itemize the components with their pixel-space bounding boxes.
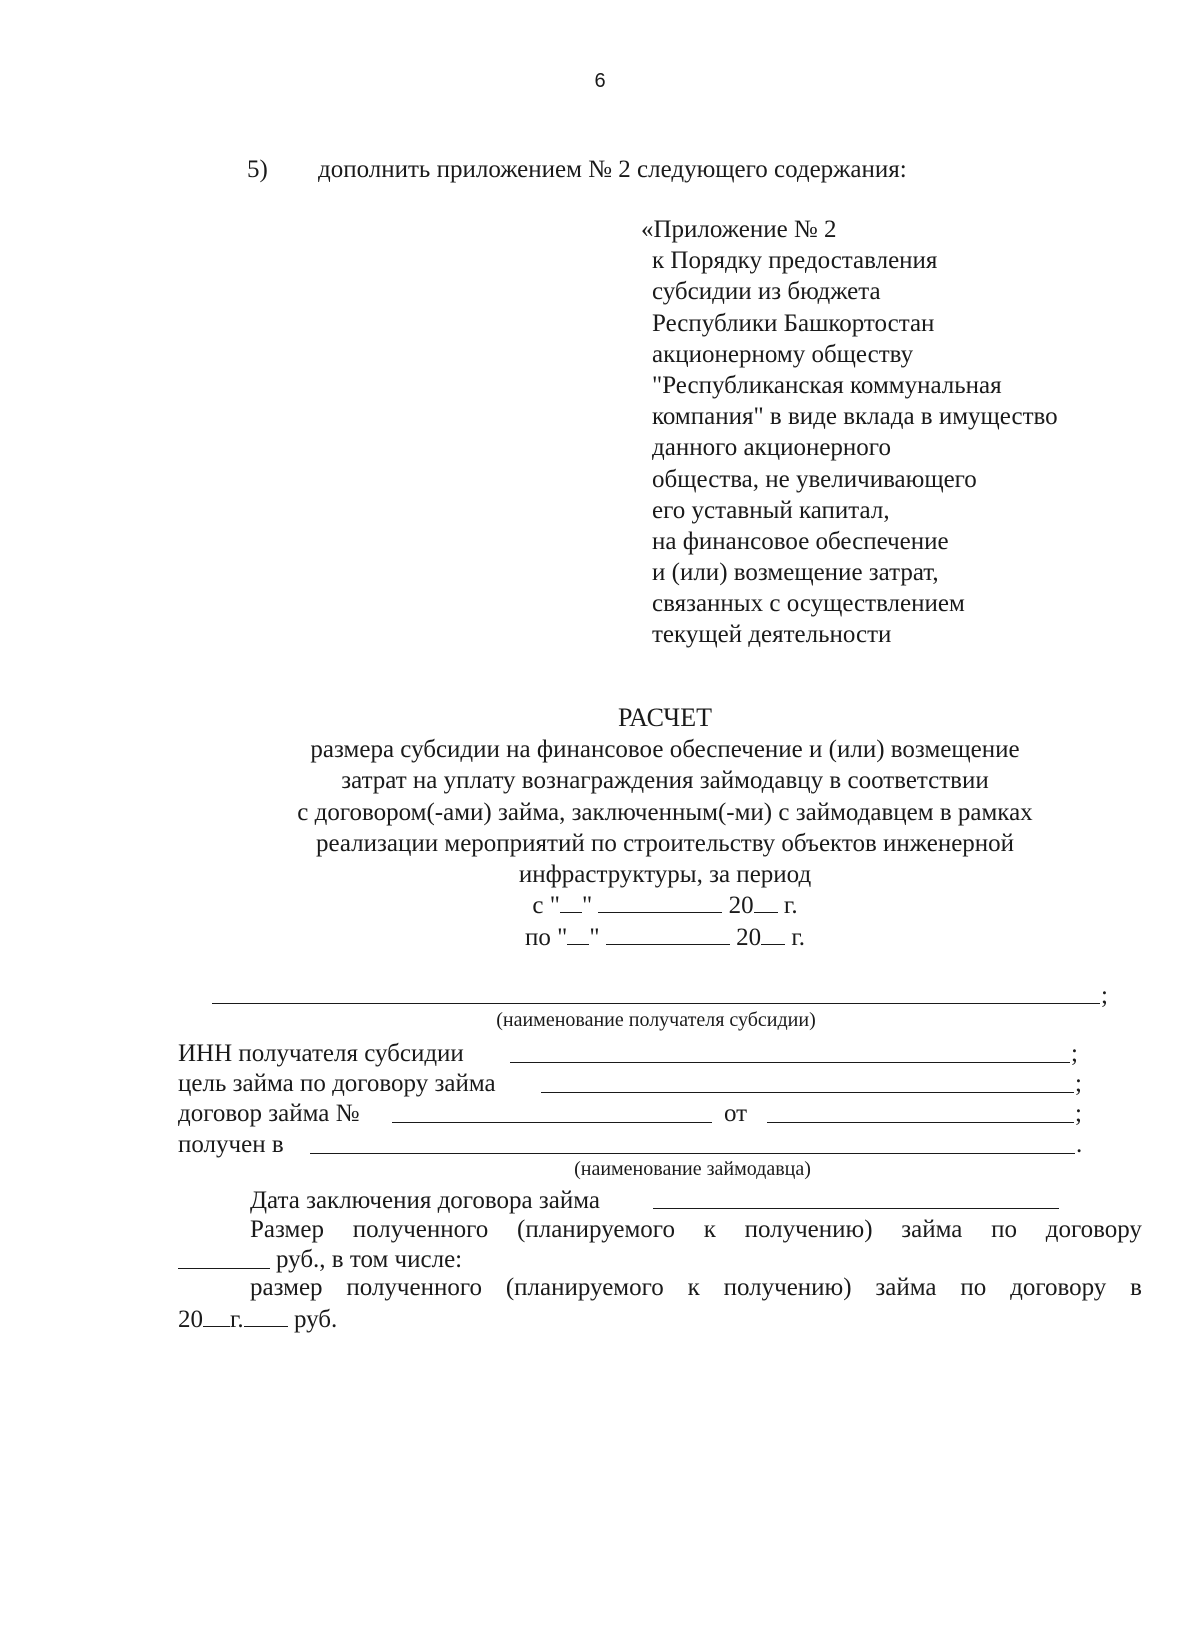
annex-line: на финансовое обеспечение bbox=[652, 527, 949, 555]
annex-line: связанных с осуществлением bbox=[652, 590, 965, 618]
calc-line: размера субсидии на финансовое обеспечение и (или) возмещение bbox=[310, 736, 1020, 763]
size-year-blank[interactable] bbox=[203, 1306, 230, 1327]
annex-line: общества, не увеличивающего bbox=[652, 465, 977, 493]
period-to: по " " 20 г. bbox=[525, 923, 805, 951]
annex-line: компания" в виде вклада в имущество bbox=[652, 403, 1058, 431]
contract-end: ; bbox=[1075, 1100, 1082, 1127]
lender-blank[interactable] bbox=[310, 1153, 1075, 1154]
contract-label: договор займа № bbox=[178, 1100, 360, 1127]
period-from: с " " 20 г. bbox=[532, 892, 798, 920]
from-month-blank[interactable] bbox=[598, 892, 722, 913]
purpose-blank[interactable] bbox=[541, 1092, 1074, 1093]
calc-line: с договором(-ами) займа, заключенным(-ми) с займодавцем в рамках bbox=[297, 798, 1033, 826]
annex-line: субсидии из бюджета bbox=[652, 278, 881, 306]
annex-heading bbox=[641, 214, 1058, 651]
purpose-end: ; bbox=[1075, 1070, 1082, 1097]
size-year-amount-blank[interactable] bbox=[244, 1306, 288, 1327]
size-line-1: Размер полученного (планируемого к получению) займа по договору bbox=[250, 1216, 1142, 1243]
calc-title: РАСЧЕТ bbox=[618, 703, 712, 732]
to-day-blank[interactable] bbox=[567, 924, 589, 945]
annex-line: его уставный капитал, bbox=[652, 496, 890, 524]
size-amount-blank[interactable] bbox=[178, 1268, 270, 1269]
recipient-end: ; bbox=[1101, 982, 1108, 1009]
to-month-blank[interactable] bbox=[606, 924, 730, 945]
size-year-line-2: 20 г. руб. bbox=[178, 1306, 338, 1333]
contract-date-blank[interactable] bbox=[767, 1122, 1074, 1123]
date-label: Дата заключения договора займа bbox=[250, 1187, 600, 1214]
page-number: 6 bbox=[594, 70, 606, 92]
annex-line: к Порядку предоставления bbox=[652, 247, 938, 275]
size-line-2: руб., в том числе: bbox=[276, 1246, 463, 1273]
from-day-blank[interactable] bbox=[560, 892, 582, 913]
contract-from-label: от bbox=[724, 1100, 748, 1127]
contract-number-blank[interactable] bbox=[392, 1122, 712, 1123]
calc-line: инфраструктуры, за период bbox=[518, 861, 812, 889]
annex-line: текущей деятельности bbox=[652, 621, 892, 649]
size-year-line-1: размер полученного (планируемого к получению) займа по договору в bbox=[250, 1274, 1142, 1301]
item-number: 5) bbox=[247, 156, 268, 183]
item-text: дополнить приложением № 2 следующего содержания: bbox=[318, 156, 907, 183]
annex-line: данного акционерного bbox=[652, 434, 891, 462]
recipient-caption: (наименование получателя субсидии) bbox=[496, 1009, 816, 1031]
from-year-blank[interactable] bbox=[754, 892, 778, 913]
received-label: получен в bbox=[178, 1131, 284, 1158]
recipient-name-blank[interactable] bbox=[212, 1003, 1100, 1004]
calc-subtitle bbox=[0, 734, 1200, 953]
inn-blank[interactable] bbox=[510, 1062, 1070, 1063]
calc-line: реализации мероприятий по строительству объектов инженерной bbox=[315, 829, 1015, 857]
date-blank[interactable] bbox=[653, 1208, 1059, 1209]
annex-line: «Приложение № 2 bbox=[641, 216, 837, 243]
lender-caption: (наименование займодавца) bbox=[574, 1158, 811, 1180]
received-end: . bbox=[1076, 1131, 1083, 1158]
annex-line: акционерному обществу bbox=[652, 340, 914, 368]
calc-line: затрат на уплату вознаграждения займодавцу в соответствии bbox=[341, 767, 989, 795]
purpose-label: цель займа по договору займа bbox=[178, 1070, 496, 1097]
to-year-blank[interactable] bbox=[761, 924, 785, 945]
annex-line: Республики Башкортостан bbox=[652, 309, 935, 337]
inn-label: ИНН получателя субсидии bbox=[178, 1040, 464, 1067]
annex-line: "Республиканская коммунальная bbox=[652, 371, 1002, 399]
inn-end: ; bbox=[1071, 1040, 1078, 1067]
annex-line: и (или) возмещение затрат, bbox=[652, 559, 939, 587]
